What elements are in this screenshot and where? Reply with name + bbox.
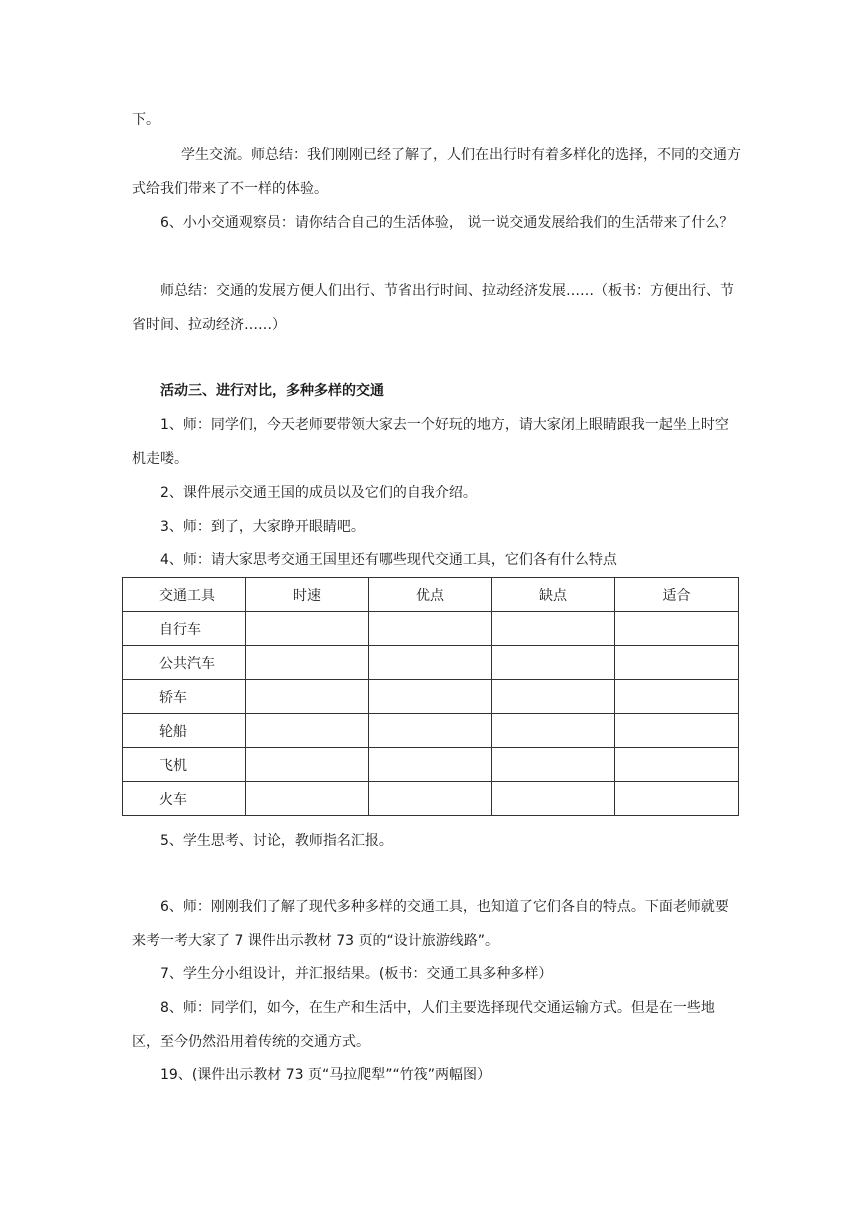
table-cell [615, 612, 739, 646]
table-cell-transport: 轿车 [123, 680, 246, 714]
table-cell [246, 782, 369, 816]
table-cell [246, 646, 369, 680]
table-cell [492, 680, 615, 714]
table-cell [246, 748, 369, 782]
table-cell [369, 782, 492, 816]
paragraph-continuation: 下。 [132, 112, 160, 128]
table-row [123, 612, 739, 646]
table-cell [246, 612, 369, 646]
table-row [123, 782, 739, 816]
table-header-cell: 时速 [246, 578, 369, 612]
paragraph-teacher-summary: 师总结：交通的发展方便人们出行、节省出行时间、拉动经济发展……（板书：方便出行、节省时间、拉动经济……） [132, 283, 734, 333]
table-cell-transport: 公共汽车 [123, 646, 246, 680]
table-row [123, 646, 739, 680]
paragraph-observer-task: 6、小小交通观察员：请你结合自己的生活体验， 说一说交通发展给我们的生活带来了什么？ [160, 215, 734, 231]
table-cell-transport: 轮船 [123, 714, 246, 748]
table-cell [492, 714, 615, 748]
table-cell [246, 714, 369, 748]
table-header-cell: 缺点 [492, 578, 615, 612]
table-cell [615, 680, 739, 714]
table-cell-transport: 自行车 [123, 612, 246, 646]
table-row [123, 714, 739, 748]
table-header-cell: 交通工具 [123, 578, 246, 612]
table-cell [492, 612, 615, 646]
table-cell [369, 646, 492, 680]
table-cell [369, 612, 492, 646]
table-cell-transport: 火车 [123, 782, 246, 816]
table-cell [615, 748, 739, 782]
table-cell [369, 748, 492, 782]
paragraph-step-1: 1、师：同学们，今天老师要带领大家去一个好玩的地方，请大家闭上眼睛跟我一起坐上时空机走喽。 [132, 417, 729, 467]
table-cell [615, 714, 739, 748]
table-header-cell: 优点 [369, 578, 492, 612]
table-header-cell: 适合 [615, 578, 739, 612]
paragraph-step-2: 2、课件展示交通王国的成员以及它们的自我介绍。 [160, 485, 477, 501]
paragraph-step-5: 5、学生思考、讨论，教师指名汇报。 [160, 833, 393, 849]
table-cell [369, 714, 492, 748]
table-row [123, 680, 739, 714]
table-cell [492, 748, 615, 782]
transport-comparison-table [122, 577, 739, 816]
paragraph-step-6: 6、师：刚刚我们了解了现代多种多样的交通工具，也知道了它们各自的特点。下面老师就要来考一考大家了 7 课件出示教材 73 页的“设计旅游线路”。 [132, 899, 729, 949]
table-row [123, 748, 739, 782]
paragraph-step-19: 19、(课件出示教材 73 页“马拉爬犁”“竹筏”两幅图） [160, 1067, 492, 1083]
table-cell-transport: 飞机 [123, 748, 246, 782]
table-cell [246, 680, 369, 714]
table-cell [615, 646, 739, 680]
table-header-row [123, 578, 739, 612]
paragraph-step-3: 3、师：到了，大家睁开眼睛吧。 [160, 519, 365, 535]
section-heading: 活动三、进行对比，多种多样的交通 [160, 383, 384, 399]
paragraph-step-4: 4、师：请大家思考交通王国里还有哪些现代交通工具，它们各有什么特点 [160, 552, 617, 568]
table-cell [615, 782, 739, 816]
paragraph-step-8: 8、师：同学们，如今，在生产和生活中，人们主要选择现代交通运输方式。但是在一些地区，至今仍然沿用着传统的交通方式。 [132, 1000, 715, 1050]
table-cell [492, 646, 615, 680]
paragraph-student-exchange: 学生交流。师总结：我们刚刚已经了解了，人们在出行时有着多样化的选择，不同的交通方式给我们带来了不一样的体验。 [132, 147, 741, 197]
table-cell [492, 782, 615, 816]
paragraph-step-7: 7、学生分小组设计，并汇报结果。(板书：交通工具多种多样） [160, 966, 553, 982]
table-cell [369, 680, 492, 714]
